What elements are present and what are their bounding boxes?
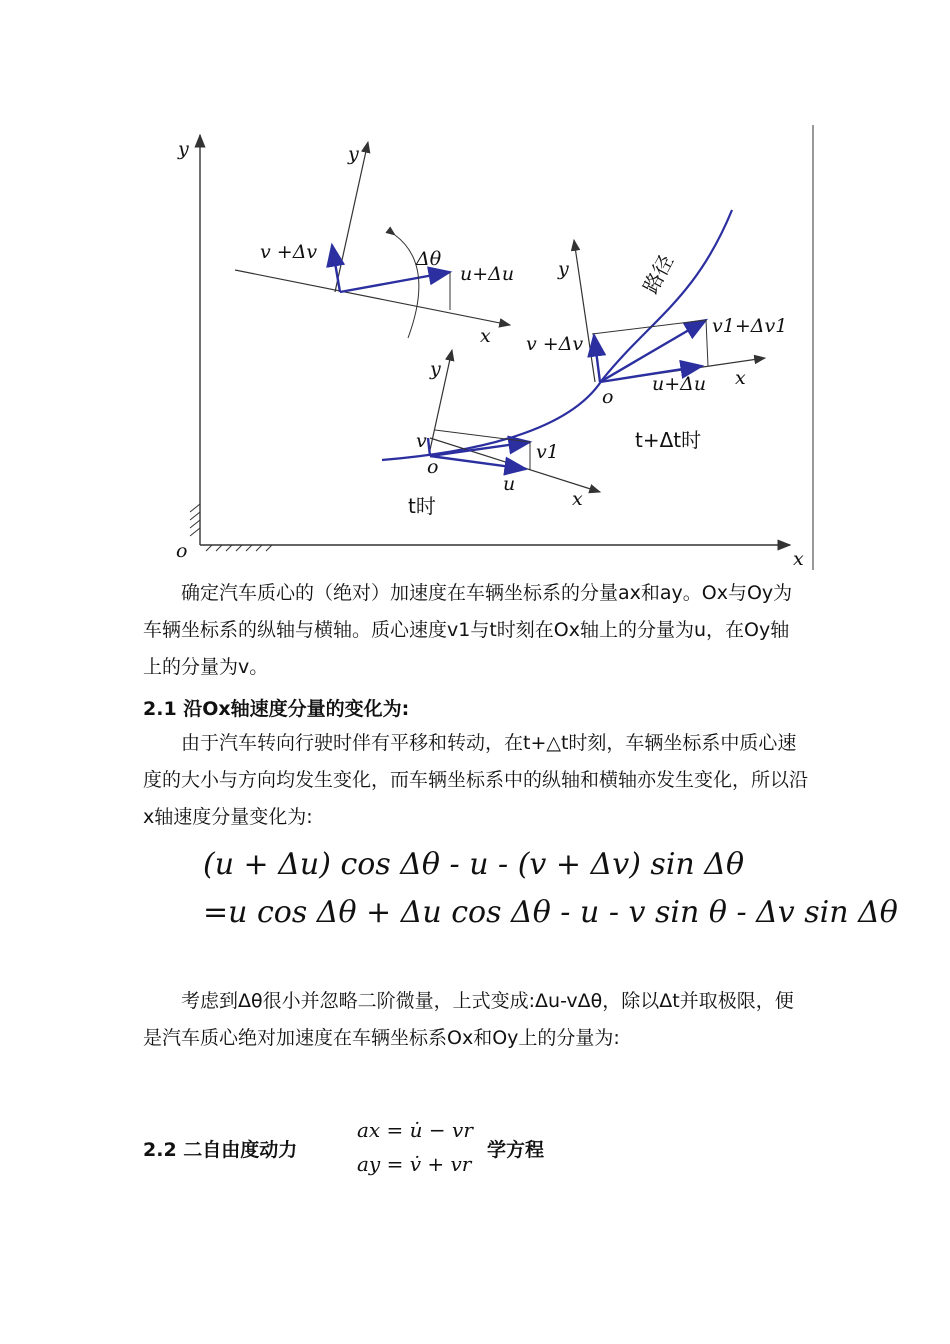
- v1-dv1-label: v1+Δv1: [712, 315, 788, 337]
- u-du-label-left: u+Δu: [460, 263, 515, 285]
- rot-y-label: y: [348, 143, 359, 165]
- v-dv-label-right: v +Δv: [526, 333, 584, 355]
- proj-tdt-side: [706, 320, 708, 366]
- tdt-x-label: x: [735, 367, 746, 389]
- tdt-time-label: t+Δt时: [635, 428, 702, 452]
- equation-line-1: (u + Δu) cos Δθ - u - (v + Δv) sin Δθ: [203, 847, 745, 882]
- t-x-label: x: [572, 488, 583, 510]
- rot-x-label: x: [480, 325, 491, 347]
- ground-hatching: [190, 504, 272, 551]
- tdt-y-label: y: [558, 258, 569, 280]
- heading-section-2-2-left: 2.2 二自由度动力: [143, 1139, 298, 1161]
- vehicle-kinematics-figure: [150, 120, 820, 575]
- main-origin-label: o: [176, 540, 188, 562]
- v-dv-label-left: v +Δv: [260, 241, 318, 263]
- heading-section-2-2-right: 学方程: [487, 1139, 545, 1161]
- tdt-y-axis: [574, 240, 595, 382]
- heading-section-2-1: 2.1 沿Ox轴速度分量的变化为:: [143, 698, 410, 720]
- path-label: 路径: [638, 250, 679, 298]
- t-v-label: v: [416, 430, 427, 452]
- equation-line-2: =u cos Δθ + Δu cos Δθ - u - v sin θ - Δv sin Δθ: [203, 895, 898, 930]
- t-v1-label: v1: [536, 441, 559, 463]
- paragraph-velocity-change: 由于汽车转向行驶时伴有平移和转动，在t+△t时刻，车辆坐标系中质心速度的大小与方向均发生变化，而车辆坐标系中的纵轴和横轴亦发生变化，所以沿x轴速度分量变化为:: [143, 732, 809, 828]
- figure-svg: [150, 120, 820, 575]
- v-vector-t: [428, 438, 430, 456]
- u-vector-t: [430, 456, 526, 469]
- equation-ay: ay = v̇ + vr: [357, 1152, 472, 1176]
- proj-tdt-top: [592, 320, 706, 334]
- u-du-label-right: u+Δu: [652, 373, 707, 395]
- t-u-label: u: [503, 473, 516, 495]
- t-time-label: t时: [408, 494, 436, 518]
- dtheta-label: Δθ: [416, 248, 442, 270]
- main-y-label: y: [178, 138, 189, 160]
- tdt-origin-label: o: [602, 386, 614, 408]
- paragraph-acceleration-intro: 确定汽车质心的（绝对）加速度在车辆坐标系的分量ax和ay。Ox与Oy为车辆坐标系的纵轴与横轴。质心速度v1与t时刻在Ox轴上的分量为u，在Oy轴上的分量为v。: [143, 582, 793, 678]
- t-y-label: y: [430, 358, 441, 380]
- paragraph-small-angle: 考虑到Δθ很小并忽略二阶微量，上式变成:Δu-vΔθ，除以Δt并取极限，便是汽车质心绝对加速度在车辆坐标系Ox和Oy上的分量为:: [143, 990, 794, 1049]
- v-dv-vector-right: [594, 335, 600, 382]
- u-du-vector-left: [340, 272, 450, 292]
- main-x-label: x: [793, 548, 804, 570]
- t-origin-label: o: [427, 456, 439, 478]
- equation-ax: ax = u̇ − vr: [357, 1118, 473, 1142]
